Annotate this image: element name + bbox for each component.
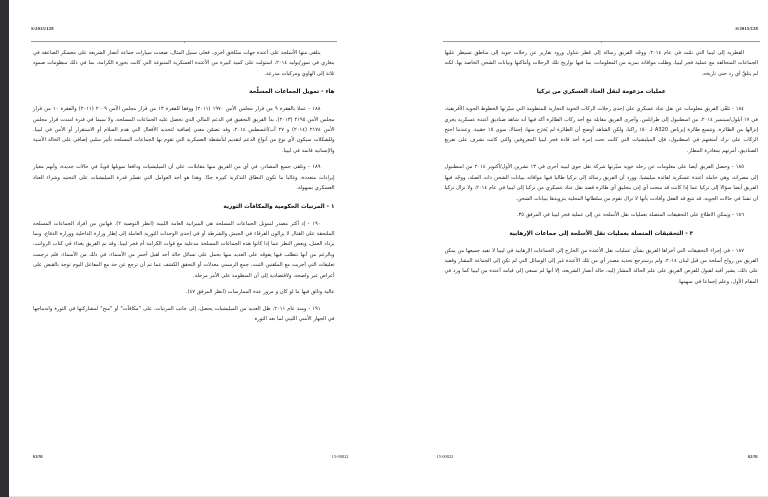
footer-page-number-left: 62/91 [747, 454, 758, 459]
paragraph-186: ١٨٦ - ويمكن الاطلاع على التحقيقات المتصلة بعمليات نقل الأسلحة عن إلى عملية فجر ليبيا في المرفق ٣٥. [516, 212, 744, 219]
header-rule-left [443, 41, 761, 42]
heading-section-haa-financing: هاء - تمويل الجماعات المسلّحة [249, 89, 335, 96]
paragraph-190-tail: عالية وثائق فيها ما لو كان و مرور عدة الممارسات (انظر المرفق ٤٧). [186, 289, 335, 296]
running-head-left: S/2015/128 [735, 26, 758, 31]
heading-alleged-transfers-turkey: عمليات مزعومة لنقل العتاد العسكري من تركيا [536, 89, 666, 96]
page-left [389, 0, 768, 497]
page-right [9, 0, 389, 497]
paragraph-191: ١٩١ - ومنذ عام ٢٠١١، ظل العديد من الميليشيات يحصل، إلى جانب المرتبات، على "مكافآت" أو "منح" لمشاركتها في الثورة واندماجها في الجهاز الأمني الليبي لما بعد الثورة [33, 305, 335, 323]
paragraph-183-continued: القطرية إلى ليبيا التي تمّت في عام ٢٠١٤. ووجّه الفريق رسالة إلى قطر تتناول ورود تقارير عن رحلات جوية إلى مناطق تسيطر عليها الجماعات المتحالفة مع عملية فجر ليبيا، وطلب موافاته بمزيد من المعلومات، بما فيها تواريخ تلك الرحلات وأماكنها وبيانات الشحن الخاصة بها. لكنه لم يتلقَّ أي رد حتى تاريخه. [444, 50, 758, 77]
footer-job-number-right: 15-00822 [331, 454, 349, 459]
paragraph-187-continued: يتلقى منها الأسلحة على أعتدة جهات ستُلحَق أخرى. فعلى سبيل المثال، صعدت سيارات جماعة أنصار الشريعة على معسكر الصاعقة في بنغازي في تموز/يوليه ٢٠١٤، استولت على كمية كبيرة من الأعتدة العسكرية المتنوعة التي كانت بحوزة الكرامة، بما في ذلك منظومات صمود ثلاثة إلى الهاوي ومركبات مدرعة. [33, 50, 335, 77]
heading-section-1-salaries: ١ - المرتبات الحكومية والمكافآت الثورية [223, 203, 335, 210]
footer-job-number-left: 15-00822 [436, 454, 454, 459]
paragraph-187: ١٨٧ - في إجراء التحقيقات التي أجراها الفريق بشأن عمليات نقل الأعتدة من الخارج إلى الجماعات الإرهابية في ليبيا لا تفيد جميعها من يمكن الفريق من رواج أسلحة من قبل لبنان ٢٠١٤، ولم يرسترجع تحديد مصدر أي من تلك الأعتدة غير إلى الوسائل التي لم تكن إلى الجماعة المشار وقفية على ذلك، يشير أفيد لقبول للفرص الفريق على علم الحالة المشار إليه، حالة أنصار الشريعة، إلا أنها لم تسعى إلى قيامه أعتدة من ليبيا كما ورد في المقام الأول، وعلم إجماعا في سهمها. [444, 247, 758, 285]
document-spread [9, 0, 768, 497]
paragraph-189: ١٨٩ - وتلقى جميع المصادر، في أي من الفريق منها مقابلات، على أن الميليشيات ودافعا تمويلها قويةً في حالات جديدة، وأنهم معيار إيرادات متعددة، وغالبا ما تكون النطاق التذكرية كبيرة جدّا. وهذا هو أحد العوامل التي تفسّر قدرة الميليشيات على التجنيد وشراء العتاد العسكري بسهولة. [33, 164, 335, 192]
paragraph-184: ١٨٤ - تلقّى الفريق معلومات عن نقل عتاد عسكري على إحدى رحلات الركاب الجوية التجارية للمنظومة التي سيّرتها الخطوط الجوية الأفريقية، في ١٧ أيلول/سبتمبر ٢٠١٤، من اسطنبول إلى طرابلس. وأجرى الفريق مقابلة مع أحد ركاب الطائرة أكد فيها أنه شاهد صناديق أعتدة عسكرية يجري إنزالها من الطائرة. وتتسع طائرة إيرباص A320 لـ ١٥٠ راكبا، ولكن الشاهد أوضح أن الطائرة لم يُخرَج منها، إجمالا، سوى ١٥ حقيبة. وعندما احتج الركاب على ترك أمتعتهم في اسطنبول، فإن الميليشيات التي كانت تحت إمرة أحد قادة فجر ليبيا المعروفين والتي كانت تشرف على تفريغ الصناديق، أمرتهم بمغادرة المطار. [444, 106, 758, 154]
paragraph-188: ١٨٨ - عملا بالفقرة ٩ من قرار مجلس الأمن ١٩٧٠ (٢٠١١) ووفقا للفقرة ١٣ من قرار مجلس الأمن ٢٠٠٩ (٢٠١١) والفقرة ١٠ من قرار مجلس الأمن ٢١٩٥ (٢٠١٣)، بدأ الفريق التحقيق في الدعم المالي الذي تحصل عليه الجماعات المسلحة، ولا سيما في فترة امتدت قرار مجلس الأمن ٢١٧٤ (٢٠١٤) و ٢٧ آب/أغسطس ٢٠١٤، وقد تضمّن معني إضافية لتحديد الأفعال التي هدم السلام أو الاستقرار أو الأمن في ليبيا. وللشكلات سيكون لأي نوع من أنواع الدعم لتقديم لتأنشطة العسكرية التي تقوم بها الجماعات المسلحة تأثير سلبي إضافي على الحالة الأمنية والإنسانية قاتمة في ليبيا. [33, 106, 335, 154]
paragraph-185: ١٨٥ - وحصل الفريق أيضا على معلومات عن رحلة جوية سيّرتها شركة نقل جوي ليبية أخرى في ١٣ تشرين الأول/أكتوبر ٢٠١٤ من اسطنبول إلى مصراتة، وهي حاملة أعتدة عسكرية لفائدة ميليشيا. وورد أن الفريق رسالة إلى تركيا طالبا فيها موافاته ببيانات الشحن ذات الصلة، ووجّه فيها الفريق أيضا سؤالا إلى تركيا عما إذا كانت قد منحت أي إذن بتحليق أي طائرة قصد نقل عتاد عسكري من تركيا إلى ليبيا في عام ٢٠١٤، ولا تزال تركيا أن تشدّ في حالات الجوية، قد تتبع قد الفعل وأفادت بأنها لا تزال تقوم من سلطاتها المحلية بتزويدها ببيانات الشحن. [444, 164, 758, 202]
header-rule-right [31, 41, 337, 42]
text-column-right [33, 48, 335, 331]
text-column-left [445, 48, 759, 293]
paragraph-190: ١٩٠ - إذ أكثر مصدر لتمويل الجماعات المسلحة هي الميزانية العامة الليبية (انظر التوصية ٢). فهاتين من أفراد الجماعات المسلحة الملتحقة على القتال لا يزالون الفرقاء في الجيش والشرطة أو في إحدى الوحدات الثورية العاملة إلى إطار وزارة الداخلية ووزارة الدفاع، وبما يزداد العمل، وبعض النظر عما إذا كانوا هذه الجماعات المسلحة مدعلية مع قوات الكرامة أم فجر ليبيا. وقد تم الفريق بغداء في كتاب الرواتب، وبالرغم من أنها تتطلب فيها يفوقه على العديد منها بحمل على تسائل حالة أحد لقبل أحمر من الأسماء، في ذلك من الأسماء. فلم ترجمت تعليقات التي أجريت مع الملقنين الثبت، جمع الرسمي معدلات أو التحقق الكشف عما تم أن ترجع عن حد مع المفاعل اليوم توجد بالقبض على أعراض غير واضحة، ولاقتصادية إلى أن المنظومة على الأمر مرحلة. [33, 220, 335, 279]
heading-section-3-investigations: ٣ - التحقيقات المتصلة بعمليات نقل الأسلحة إلى جماعات الإرهابية [509, 230, 694, 237]
footer-page-number-right: 63/91 [33, 454, 44, 459]
window-edge-strip [0, 0, 9, 497]
running-head-right: S/2015/128 [31, 26, 54, 31]
